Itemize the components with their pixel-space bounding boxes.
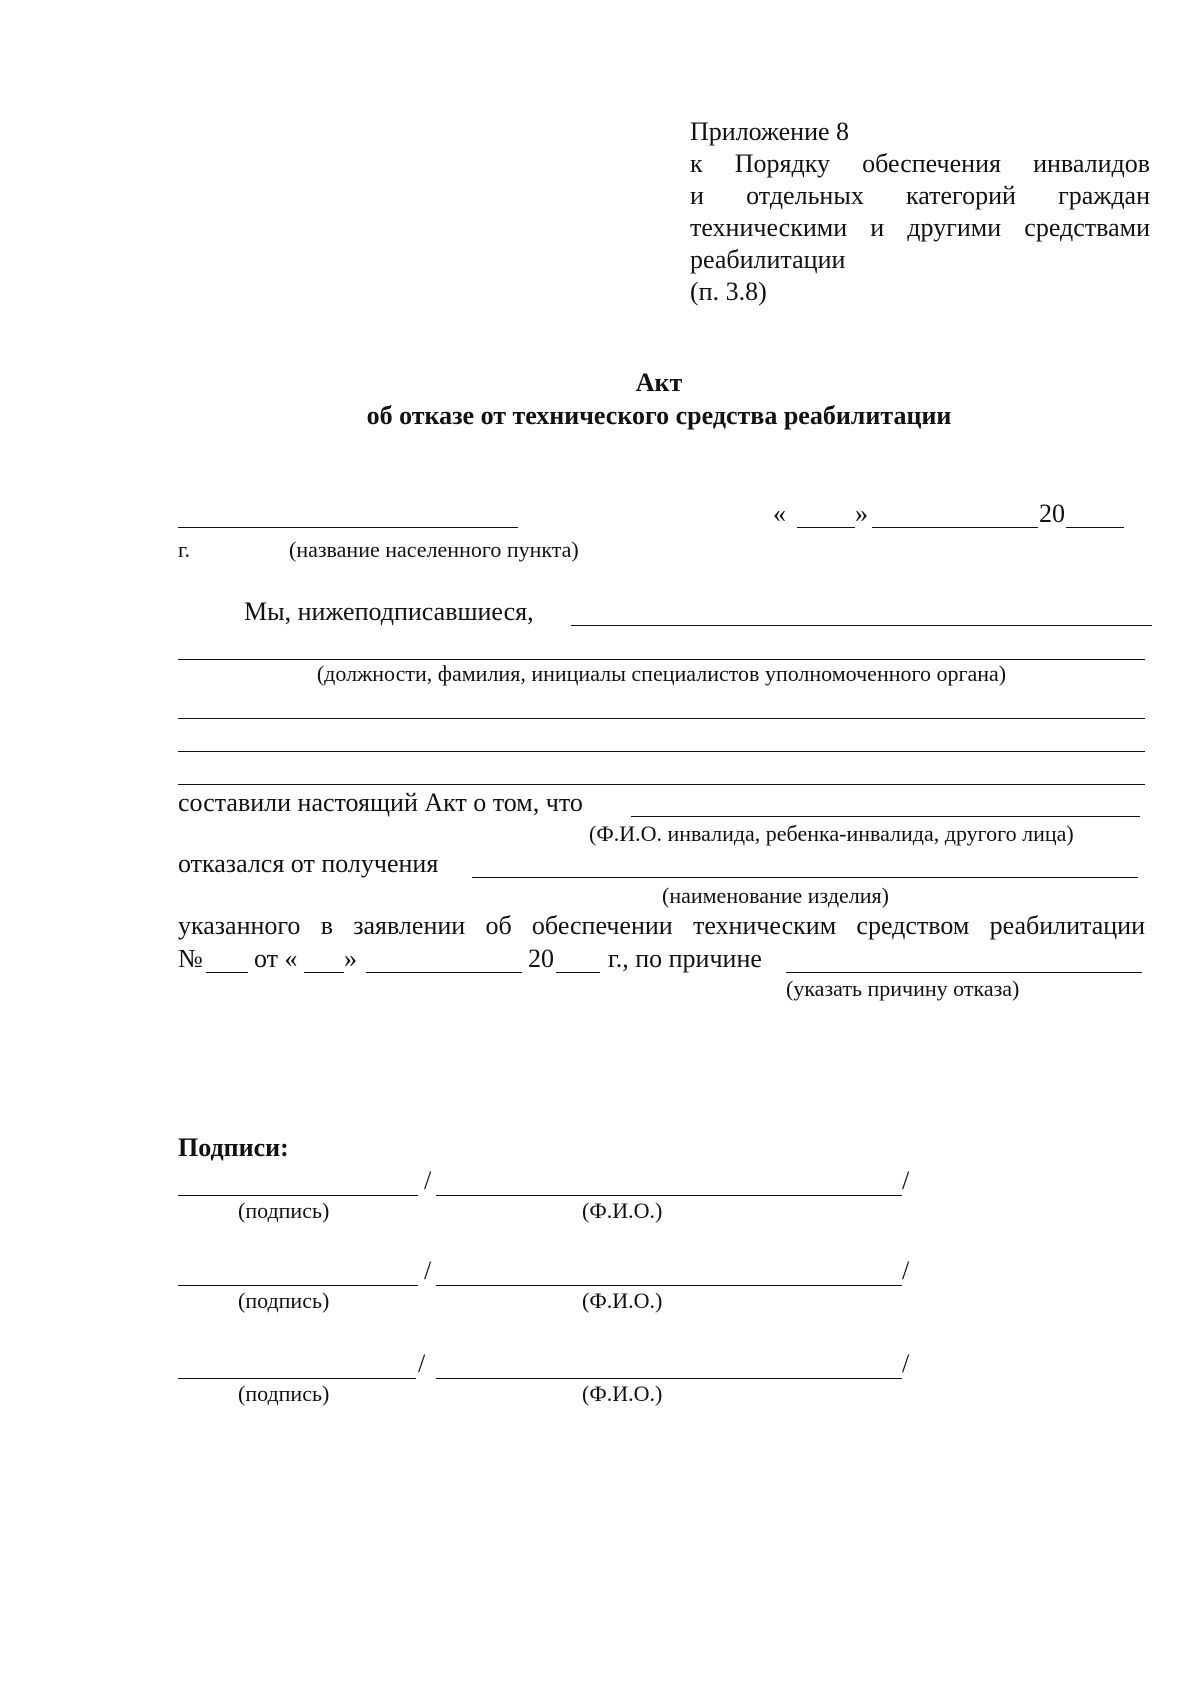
from-year-line[interactable] — [556, 972, 600, 973]
from-year-prefix: 20 — [528, 944, 554, 973]
signature-caption: (подпись) — [238, 1198, 330, 1223]
fio-line[interactable] — [436, 1285, 902, 1286]
fio-caption: (Ф.И.О.) — [582, 1198, 663, 1223]
signature-caption: (подпись) — [238, 1381, 330, 1406]
indicated-text: указанного в заявлении об обеспечении техническим средством реабилитации — [178, 911, 1145, 940]
signature-line[interactable] — [178, 1195, 418, 1196]
appendix-line-order: к Порядку обеспечения инвалидов — [690, 149, 1150, 178]
number-line[interactable] — [206, 972, 248, 973]
signature-slash: / — [424, 1166, 432, 1195]
date-quote-open: « — [773, 499, 786, 528]
appendix-clause: (п. 3.8) — [690, 277, 767, 306]
signature-caption: (подпись) — [238, 1288, 330, 1313]
signatures-heading: Подписи: — [178, 1133, 289, 1162]
reason-caption: (указать причину отказа) — [786, 976, 1020, 1001]
signature-line[interactable] — [178, 1285, 418, 1286]
signature-slash: / — [418, 1349, 426, 1378]
item-line[interactable] — [472, 877, 1138, 878]
signature-line[interactable] — [178, 1378, 416, 1379]
reason-line[interactable] — [786, 972, 1142, 973]
specialists-caption: (должности, фамилия, инициалы специалистов уполномоченного органа) — [316, 661, 1007, 686]
specialists-line-1[interactable] — [178, 659, 1145, 660]
specialists-line-2[interactable] — [178, 718, 1145, 719]
fio-caption: (Ф.И.О.) — [582, 1288, 663, 1313]
fio-slash: / — [902, 1256, 910, 1285]
number-sign: № — [178, 944, 203, 973]
date-year-line[interactable] — [1066, 527, 1124, 528]
document-subtitle: об отказе от технического средства реабилитации — [366, 401, 952, 430]
appendix-line-means: техническими и другими средствами — [690, 213, 1150, 242]
undersigned-line[interactable] — [571, 625, 1152, 626]
specialists-line-4[interactable] — [178, 784, 1145, 785]
fio-line[interactable] — [436, 1195, 902, 1196]
fio-line[interactable] — [436, 1378, 902, 1379]
from-quote-close: » — [344, 944, 357, 973]
place-caption: (название населенного пункта) — [289, 537, 579, 562]
appendix-line-rehab: реабилитации — [690, 245, 846, 274]
fio-slash: / — [902, 1349, 910, 1378]
date-quote-close: » — [855, 499, 868, 528]
person-caption: (Ф.И.О. инвалида, ребенка-инвалида, другого лица) — [589, 821, 1074, 846]
undersigned-text: Мы, нижеподписавшиеся, — [244, 597, 534, 626]
refused-text: отказался от получения — [178, 849, 439, 878]
item-caption: (наименование изделия) — [662, 883, 889, 908]
appendix-label: Приложение 8 — [690, 117, 850, 146]
specialists-line-3[interactable] — [178, 751, 1145, 752]
signature-slash: / — [424, 1256, 432, 1285]
place-field-line[interactable] — [178, 527, 518, 528]
reason-text: г., по причине — [608, 944, 762, 973]
fio-slash: / — [902, 1166, 910, 1195]
from-month-line[interactable] — [366, 972, 522, 973]
city-abbr: г. — [178, 537, 191, 562]
person-line[interactable] — [631, 816, 1140, 817]
composed-text: составили настоящий Акт о том, что — [178, 788, 583, 817]
date-month-line[interactable] — [872, 527, 1038, 528]
from-day-line[interactable] — [304, 972, 344, 973]
appendix-line-categories: и отдельных категорий граждан — [690, 181, 1150, 210]
date-year-prefix: 20 — [1039, 499, 1065, 528]
date-day-line[interactable] — [797, 527, 855, 528]
from-text: от « — [254, 944, 298, 973]
document-title: Акт — [635, 368, 683, 397]
fio-caption: (Ф.И.О.) — [582, 1381, 663, 1406]
